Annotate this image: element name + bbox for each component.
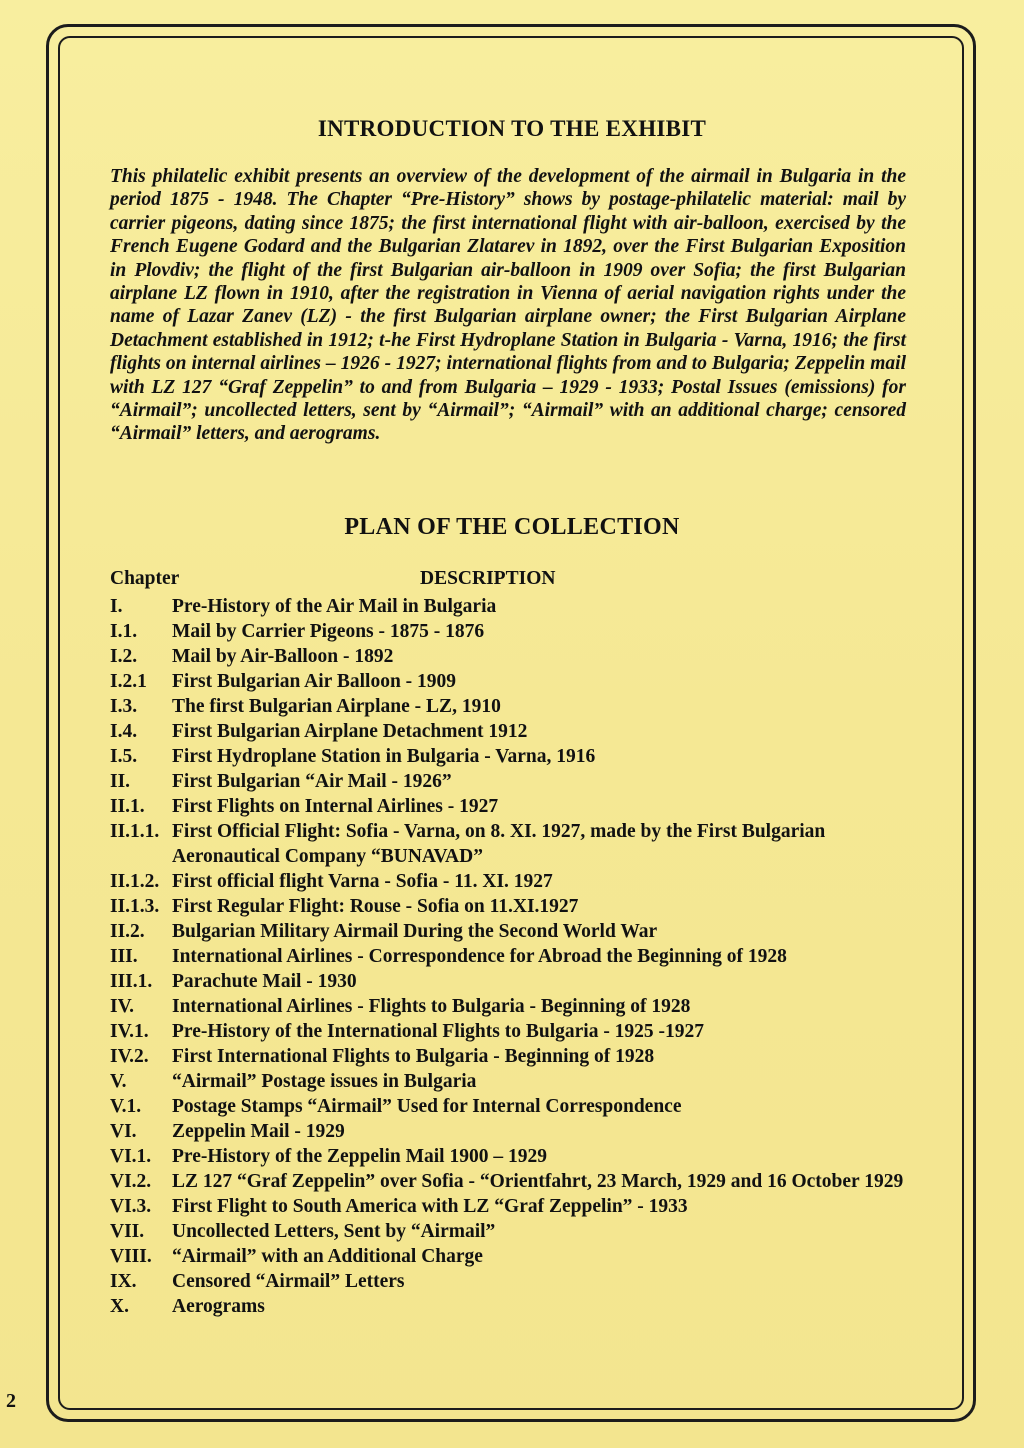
plan-row	[110, 619, 910, 644]
chapter-description: First Bulgarian Air Balloon - 1909	[172, 671, 457, 692]
chapter-number: II.2.	[110, 921, 145, 942]
chapter-number: I.	[110, 596, 123, 617]
plan-row	[110, 744, 910, 769]
chapter-description: First Flight to South America with LZ “Graf Zeppelin” - 1933	[172, 1196, 688, 1217]
plan-row	[110, 1119, 910, 1144]
chapter-description: First Hydroplane Station in Bulgaria - Varna, 1916	[172, 746, 596, 767]
plan-row	[110, 944, 910, 969]
plan-row	[110, 644, 910, 669]
chapter-description: International Airlines - Flights to Bulgaria - Beginning of 1928	[172, 996, 691, 1017]
chapter-description: LZ 127 “Graf Zeppelin” over Sofia - “Orientfahrt, 23 March, 1929 and 16 October 1929	[172, 1171, 904, 1192]
chapter-number: II.1.1.	[110, 821, 160, 842]
chapter-number: III.	[110, 946, 138, 967]
chapter-number: VIII.	[110, 1246, 152, 1267]
chapter-description: Censored “Airmail” Letters	[172, 1271, 405, 1292]
chapter-number: VI.1.	[110, 1146, 152, 1167]
page-number: 2	[6, 1390, 16, 1412]
plan-row	[110, 1144, 910, 1169]
plan-row	[110, 1044, 910, 1069]
chapter-number: IV.2.	[110, 1046, 149, 1067]
chapter-description: International Airlines - Correspondence for Abroad the Beginning of 1928	[172, 946, 787, 967]
chapter-number: IV.1.	[110, 1021, 149, 1042]
chapter-description: “Airmail” with an Additional Charge	[172, 1246, 483, 1267]
plan-row	[110, 869, 910, 894]
chapter-number: I.4.	[110, 721, 138, 742]
plan-table	[110, 568, 910, 1319]
chapter-description: The first Bulgarian Airplane - LZ, 1910	[172, 696, 501, 717]
chapter-number: VI.	[110, 1121, 137, 1142]
plan-row	[110, 919, 910, 944]
plan-row	[110, 694, 910, 719]
chapter-number: I.5.	[110, 746, 138, 767]
chapter-column-header: Chapter	[110, 568, 180, 589]
plan-row	[110, 969, 910, 994]
chapter-number: IX.	[110, 1271, 137, 1292]
chapter-description: First International Flights to Bulgaria - Beginning of 1928	[172, 1046, 655, 1067]
chapter-description: First Regular Flight: Rouse - Sofia on 11.XI.1927	[172, 896, 579, 917]
chapter-description: Uncollected Letters, Sent by “Airmail”	[172, 1221, 496, 1242]
plan-row	[110, 594, 910, 619]
chapter-description: Pre-History of the Zeppelin Mail 1900 – 1929	[172, 1146, 547, 1167]
plan-row	[110, 1244, 910, 1269]
chapter-description: Mail by Air-Balloon - 1892	[172, 646, 394, 667]
intro-paragraph: This philatelic exhibit presents an overview of the development of the airmail in Bulgaria in the period 1875 - 1948. The Chapter “Pre-History” shows by postage-philatelic material: mail by carrier pigeons, dating since 1875; the first international flight with air-balloon, exercised by the French Eugene Godard and the Bulgarian Zlatarev in 1892, over the First Bulgarian Exposition in Plovdiv; the flight of the first Bulgarian air-balloon in 1909 over Sofia; the first Bulgarian airplane LZ flown in 1910, after the registration in Vienna of aerial navigation rights under the name of Lazar Zanev (LZ) - the first Bulgarian airplane owner; the First Bulgarian Airplane Detachment established in 1912; t-he First Hydroplane Station in Bulgaria - Varna, 1916; the first flights on internal airlines – 1926 - 1927; international flights from and to Bulgaria; Zeppelin mail with LZ 127 “Graf Zeppelin” to and from Bulgaria – 1929 - 1933; Postal Issues (emissions) for “Airmail”; uncollected letters, sent by “Airmail”; “Airmail” with an additional charge; censored “Airmail” letters, and aerograms.	[110, 166, 906, 445]
chapter-description: Pre-History of the International Flights to Bulgaria - 1925 -1927	[172, 1021, 705, 1042]
chapter-number: V.	[110, 1071, 127, 1092]
plan-row	[110, 1069, 910, 1094]
chapter-description: Parachute Mail - 1930	[172, 971, 357, 992]
plan-row	[110, 1294, 910, 1319]
plan-row	[110, 1269, 910, 1294]
chapter-number: II.1.	[110, 796, 145, 817]
plan-row	[110, 1019, 910, 1044]
plan-row	[110, 1219, 910, 1244]
plan-row	[110, 794, 910, 819]
chapter-description: Postage Stamps “Airmail” Used for Internal Correspondence	[172, 1096, 682, 1117]
description-column-header: DESCRIPTION	[420, 568, 556, 589]
chapter-number: VI.3.	[110, 1196, 152, 1217]
plan-row	[110, 719, 910, 744]
chapter-number: I.2.1	[110, 671, 147, 692]
chapter-number: IV.	[110, 996, 135, 1017]
plan-row	[110, 769, 910, 794]
chapter-number: II.	[110, 771, 131, 792]
chapter-description: First Official Flight: Sofia - Varna, on 8. XI. 1927, made by the First Bulgarian Aeronautical Company “BUNAVAD”	[172, 821, 826, 867]
chapter-description: Aerograms	[172, 1296, 265, 1317]
chapter-description: Pre-History of the Air Mail in Bulgaria	[172, 596, 497, 617]
chapter-number: II.1.2.	[110, 871, 160, 892]
chapter-number: I.1.	[110, 621, 138, 642]
chapter-description: Mail by Carrier Pigeons - 1875 - 1876	[172, 621, 485, 642]
plan-header	[110, 568, 910, 594]
chapter-number: II.1.3.	[110, 896, 160, 917]
chapter-description: First Bulgarian Airplane Detachment 1912	[172, 721, 528, 742]
chapter-description: First Bulgarian “Air Mail - 1926”	[172, 771, 452, 792]
chapter-number: V.1.	[110, 1096, 142, 1117]
chapter-description: First Flights on Internal Airlines - 1927	[172, 796, 499, 817]
intro-title: INTRODUCTION TO THE EXHIBIT	[317, 116, 707, 141]
chapter-number: X.	[110, 1296, 129, 1317]
chapter-number: I.2.	[110, 646, 138, 667]
chapter-number: III.1.	[110, 971, 153, 992]
plan-row	[110, 1094, 910, 1119]
chapter-number: VII.	[110, 1221, 145, 1242]
plan-row	[110, 994, 910, 1019]
chapter-description: First official flight Varna - Sofia - 11. XI. 1927	[172, 871, 553, 892]
chapter-description: Zeppelin Mail - 1929	[172, 1121, 345, 1142]
chapter-number: VI.2.	[110, 1171, 152, 1192]
chapter-description: “Airmail” Postage issues in Bulgaria	[172, 1071, 477, 1092]
chapter-number: I.3.	[110, 696, 138, 717]
plan-title: PLAN OF THE COLLECTION	[344, 514, 680, 540]
plan-row	[110, 669, 910, 694]
plan-rows	[110, 594, 910, 1319]
plan-row	[110, 819, 910, 869]
plan-row	[110, 1169, 910, 1194]
plan-row	[110, 894, 910, 919]
chapter-description: Bulgarian Military Airmail During the Second World War	[172, 921, 658, 942]
plan-row	[110, 1194, 910, 1219]
